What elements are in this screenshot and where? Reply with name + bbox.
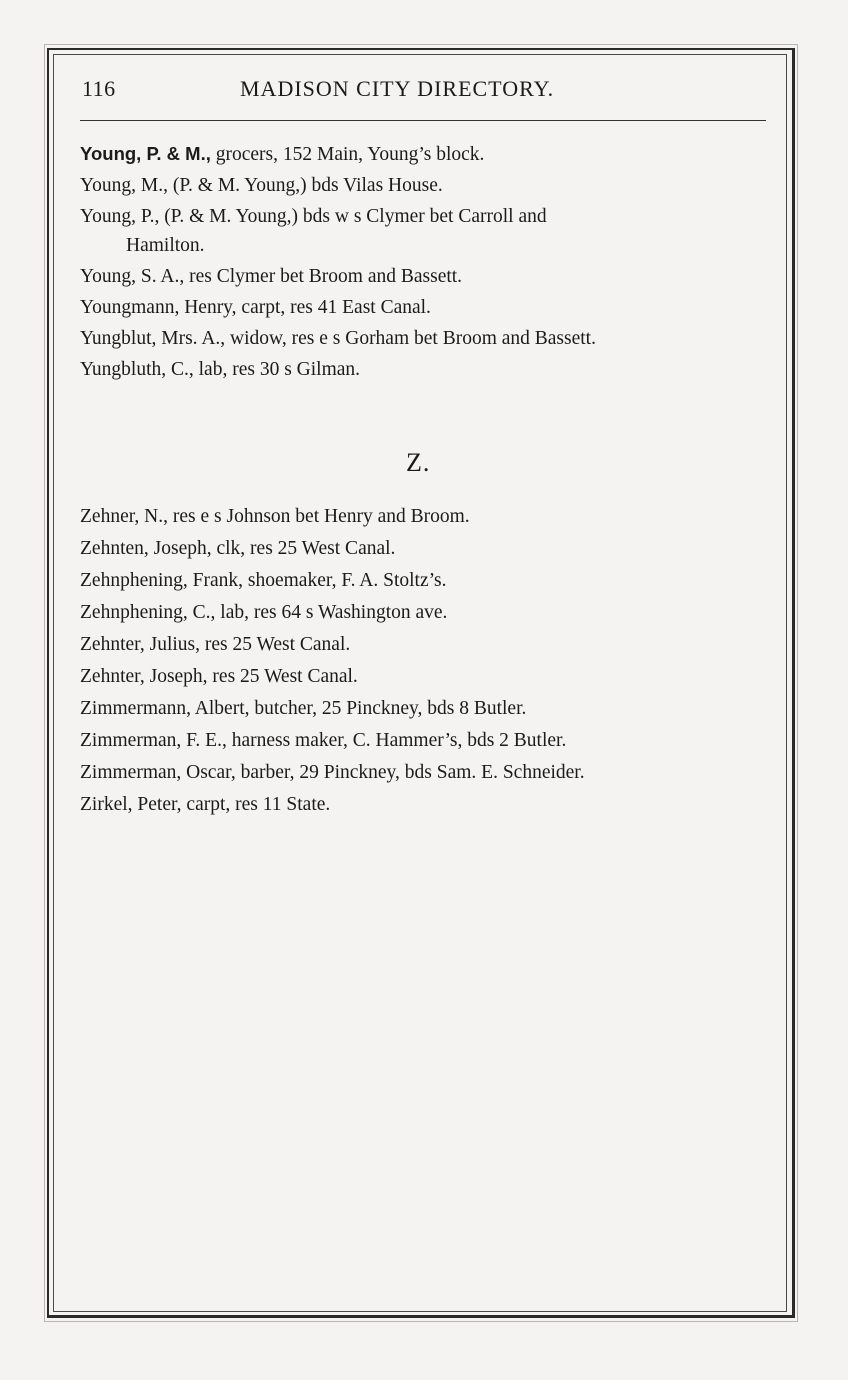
directory-entry: Zehnter, Julius, res 25 West Canal. bbox=[80, 634, 351, 655]
directory-entry-continuation: Hamilton. bbox=[126, 235, 205, 256]
directory-entry: Young, P., (P. & M. Young,) bds w s Clymer bet Carroll and bbox=[80, 206, 547, 227]
directory-entry: Zehnten, Joseph, clk, res 25 West Canal. bbox=[80, 538, 396, 559]
directory-entry: Zehnphening, C., lab, res 64 s Washington ave. bbox=[80, 602, 448, 623]
section-heading-z: Z. bbox=[406, 448, 431, 477]
directory-entry: Zimmerman, Oscar, barber, 29 Pinckney, bds Sam. E. Schneider. bbox=[80, 762, 585, 783]
page-header bbox=[80, 76, 766, 108]
directory-entry: Young, M., (P. & M. Young,) bds Vilas House. bbox=[80, 175, 443, 196]
directory-entries-y bbox=[80, 138, 780, 385]
directory-entry bbox=[80, 138, 780, 170]
page-number: 116 bbox=[82, 76, 116, 101]
directory-entry: Zimmermann, Albert, butcher, 25 Pinckney, bds 8 Butler. bbox=[80, 698, 527, 719]
directory-entry: Youngmann, Henry, carpt, res 41 East Canal. bbox=[80, 297, 431, 318]
directory-entry: Zehnphening, Frank, shoemaker, F. A. Stoltz’s. bbox=[80, 570, 447, 591]
directory-entry: Zehner, N., res e s Johnson bet Henry and Broom. bbox=[80, 506, 470, 527]
directory-entry: Zirkel, Peter, carpt, res 11 State. bbox=[80, 794, 331, 815]
directory-entry: Zehnter, Joseph, res 25 West Canal. bbox=[80, 666, 358, 687]
header-rule bbox=[80, 120, 766, 121]
directory-entry: Young, S. A., res Clymer bet Broom and Bassett. bbox=[80, 266, 463, 287]
directory-entry: Zimmerman, F. E., harness maker, C. Hammer’s, bds 2 Butler. bbox=[80, 730, 567, 751]
directory-entry: Yungbluth, C., lab, res 30 s Gilman. bbox=[80, 359, 361, 380]
directory-entry: Yungblut, Mrs. A., widow, res e s Gorham bet Broom and Bassett. bbox=[80, 328, 596, 349]
entry-name-bold: Young, P. & M., bbox=[80, 143, 211, 164]
running-head-title: MADISON CITY DIRECTORY. bbox=[240, 76, 555, 101]
entry-details: grocers, 152 Main, Young’s block. bbox=[210, 144, 485, 165]
directory-entries-z bbox=[80, 501, 780, 821]
